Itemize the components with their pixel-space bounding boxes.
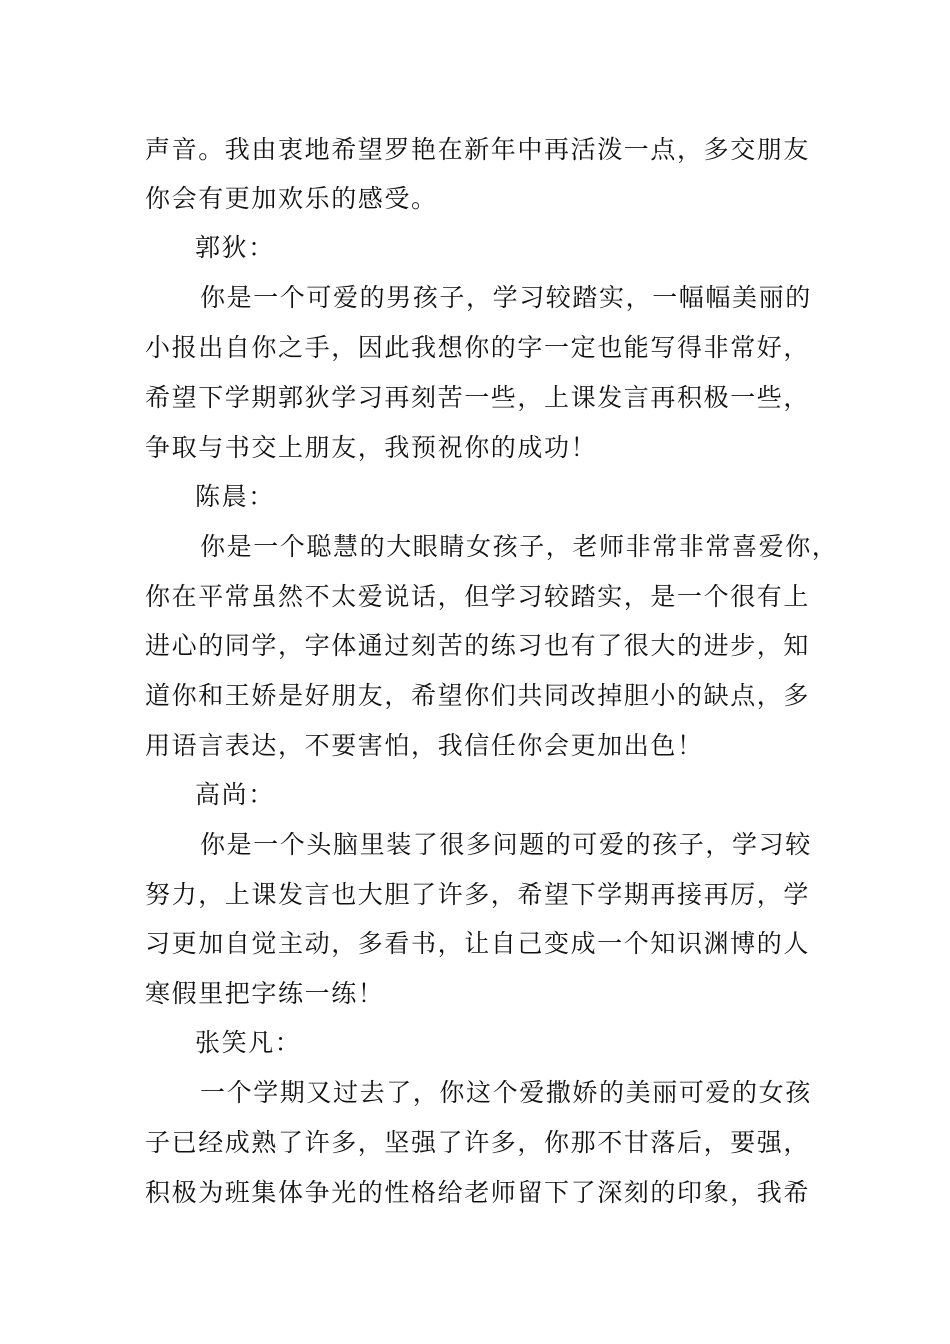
comment-line: 争取与书交上朋友，我预祝你的成功！ <box>145 433 598 462</box>
student-name: 郭狄： <box>195 233 275 262</box>
comment-line: 寒假里把字练一练！ <box>145 979 385 1008</box>
comment-line: 用语言表达，不要害怕，我信任你会更加出色！ <box>145 731 704 760</box>
student-name: 陈晨： <box>195 482 275 511</box>
comment-line: 希望下学期郭狄学习再刻苦一些，上课发言再积极一些， <box>145 383 811 412</box>
comment-line: 进心的同学，字体通过刻苦的练习也有了很大的进步，知 <box>145 631 811 660</box>
comment-line: 努力，上课发言也大胆了许多，希望下学期再接再厉，学 <box>145 880 811 909</box>
comment-line: 你是一个聪慧的大眼睛女孩子，老师非常非常喜爱你， <box>200 532 839 561</box>
comment-line: 你在平常虽然不太爱说话，但学习较踏实，是一个很有上 <box>145 582 811 611</box>
comment-line: 习更加自觉主动，多看书，让自己变成一个知识渊博的人 <box>145 929 811 958</box>
comment-line: 你是一个可爱的男孩子，学习较踏实，一幅幅美丽的 <box>200 283 812 312</box>
comment-line: 一个学期又过去了，你这个爱撒娇的美丽可爱的女孩 <box>200 1078 812 1107</box>
comment-line: 积极为班集体争光的性格给老师留下了深刻的印象，我希 <box>145 1178 811 1207</box>
student-name: 张笑凡： <box>195 1028 302 1057</box>
intro-line: 你会有更加欢乐的感受。 <box>145 184 438 213</box>
comment-line: 小报出自你之手，因此我想你的字一定也能写得非常好， <box>145 333 811 362</box>
student-name: 高尚： <box>195 780 275 809</box>
comment-line: 道你和王娇是好朋友，希望你们共同改掉胆小的缺点，多 <box>145 681 811 710</box>
intro-line: 声音。我由衷地希望罗艳在新年中再活泼一点，多交朋友 <box>145 135 811 164</box>
comment-line: 你是一个头脑里装了很多问题的可爱的孩子，学习较 <box>200 830 812 859</box>
comment-line: 子已经成熟了许多，坚强了许多，你那不甘落后，要强， <box>145 1128 811 1157</box>
